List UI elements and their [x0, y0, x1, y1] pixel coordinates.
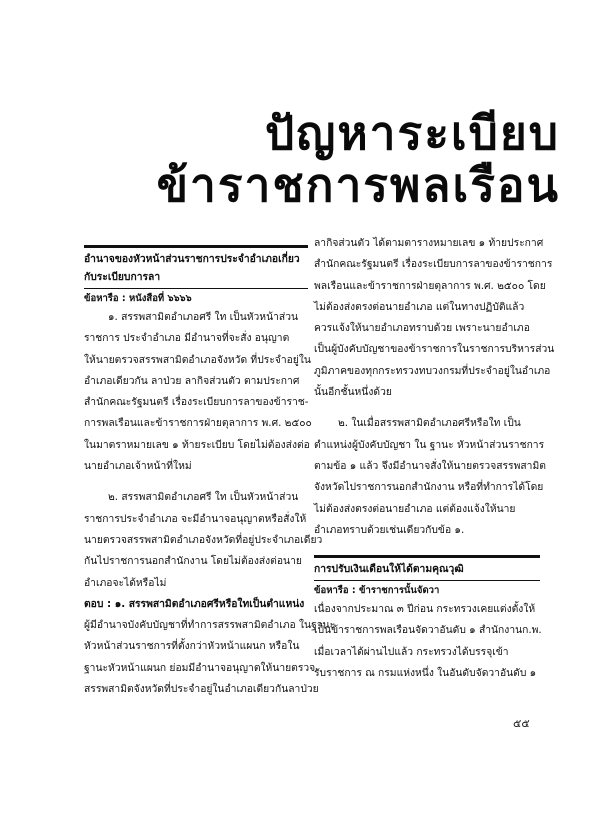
text-line: ไม่ต้องส่งตรงต่อนายอำเภอ แต่ในทางปฏิบัติแล้ว	[314, 300, 525, 313]
text-line: ๒. ในเมื่อสรรพสามิตอำเภอศรีหรือใท เป็น	[338, 417, 521, 430]
left-column	[84, 245, 336, 700]
text-line: เป็นผู้บังคับบัญชาของข้าราชการในราชการบริหารส่วน	[314, 343, 555, 356]
section-bottom-rule	[314, 580, 540, 581]
text-line: จังหวัดไปราชการนอกสำนักงาน หรือที่ทำการได้โดย	[314, 481, 544, 494]
text-line: ให้นายตรวจสรรพสามิตอำเภอจังหวัด ที่ประจำอยู่ใน	[84, 353, 311, 366]
body-text	[314, 599, 540, 684]
text-line: อำเภอเดียวกัน ลาป่วย ลากิจส่วนตัว ตามประกาศ	[84, 374, 300, 387]
text-line: นายตรวจสรรพสามิตอำเภอจังหวัดที่อยู่ประจำเภอเดียว	[84, 533, 323, 546]
text-line: หัวหน้าส่วนราชการที่ตั้งกว่าหัวหน้าแผนก หรือใน	[84, 640, 300, 653]
text-line: เป็นข้าราชการพลเรือนจัดวาอันดับ ๑ สำนักงานก.พ.	[314, 624, 542, 637]
text-line: อำเภอจะได้หรือไม่	[84, 576, 167, 589]
text-line: พลเรือนและข้าราชการฝ่ายตุลาการ พ.ศ. ๒๕๐๐ โดย	[314, 279, 546, 292]
query-reference: ข้อหารือ : หนังสือที่ ๖๖๖๖	[84, 293, 192, 304]
text-line: ๑. สรรพสามิตอำเภอศรี ใท เป็นหัวหน้าส่วน	[108, 311, 299, 323]
text-line: นายอำเภอเจ้าหน้าที่ใหม่	[84, 460, 192, 473]
text-line: สำนักคณะรัฐมนตรี เรื่องระเบียบการลาของข้าราชการ	[314, 258, 553, 271]
paragraph-gap	[84, 477, 308, 487]
text-line: อำเภอทราบด้วยเช่นเดียวกับข้อ ๑.	[314, 523, 465, 536]
page-number: ๕๕	[513, 717, 530, 730]
text-line: ควรแจ้งให้นายอำเภอทราบด้วย เพราะนายอำเภอ	[314, 322, 530, 335]
text-line: ตำแหน่งผู้บังคับบัญชา ใน ฐานะ หัวหน้าส่วนราชการ	[314, 438, 545, 451]
text-line: ในมาตราหมายเลข ๑ ท้ายระเบียบ โดยไม่ต้องส่งต่อ	[84, 438, 310, 451]
section-title: การปรับเงินเดือนให้ได้ตามคุณวุฒิ	[314, 563, 464, 576]
query-reference: ข้อหารือ : ข้าราชการนั้นจัดวา	[314, 585, 440, 597]
text-line: ๒. สรรพสามิตอำเภอศรี ใท เป็นหัวหน้าส่วน	[108, 491, 299, 504]
answer-line: ตอบ : ๑. สรรพสามิตอำเภอศรีหรือใทเป็นตำแหน่ง	[84, 597, 305, 610]
text-line: กันไปราชการนอกสำนักงาน โดยไม่ต้องส่งต่อนาย	[84, 555, 302, 568]
text-line: ราชการ ประจำอำเภอ มีอำนาจที่จะสั่ง อนุญาต	[84, 332, 290, 345]
text-line: เนื่องจากประมาณ ๓ ปีก่อน กระทรวงเคยแต่งตั้งให้	[314, 603, 536, 616]
section-title-line: กับระเบียบการลา	[84, 271, 161, 283]
text-line: นั้นอีกชั้นหนึ่งด้วย	[314, 386, 392, 399]
text-line: ไม่ต้องส่งตรงต่อนายอำเภอ แต่ต้องแจ้งให้นาย	[314, 502, 516, 515]
text-line: ผู้มีอำนาจบังคับบัญชาที่ทำการสรรพสามิตอำเภอ ในฐานะ	[84, 619, 336, 632]
text-line: ราชการประจำอำเภอ จะมีอำนาจอนุญาตหรือสั่งให้	[84, 512, 307, 525]
article-title-line-1: ปัญหาระเบียบ	[264, 106, 560, 160]
text-line: สำนักคณะรัฐมนตรี เรื่องระเบียบการลาของข้าราช-	[84, 396, 309, 409]
text-line: ภูมิภาคของทุกกระทรวงทบวงกรมที่ประจำอยู่ในอำเภอ	[314, 364, 551, 377]
section-gap	[314, 541, 540, 555]
text-line: การพลเรือนและข้าราชการฝ่ายตุลาการ พ.ศ. ๒๕๐๐	[84, 417, 312, 430]
body-text	[84, 307, 336, 700]
body-text	[314, 233, 555, 541]
text-line: รับราชการ ณ กรมแห่งหนึ่ง ในอันดับจัดวาอันดับ ๑	[314, 667, 537, 680]
text-line: ตามข้อ ๑ แล้ว จึงมีอำนาจสั่งให้นายตรวจสรรพสามิต	[314, 459, 546, 472]
text-line: ลากิจส่วนตัว ได้ตามตารางหมายเลข ๑ ท้ายประกาศ	[314, 237, 544, 249]
section-bottom-rule	[84, 288, 308, 289]
text-line: สรรพสามิตจังหวัดที่ประจำอยู่ในอำเภอเดียวกันลาป่วย	[84, 683, 319, 696]
right-column	[314, 233, 555, 684]
text-line: ฐานะหัวหน้าแผนก ย่อมมีอำนาจอนุญาตให้นายตรวจ	[84, 661, 316, 674]
section-title	[84, 248, 308, 288]
text-line: เมื่อเวลาได้ผ่านไปแล้ว กระทรวงได้บรรจุเข้า	[314, 645, 509, 658]
article-title-line-2: ข้าราชการพลเรือน	[156, 158, 560, 212]
paragraph-gap	[314, 403, 540, 413]
section-title-line: อำนาจของหัวหน้าส่วนราชการประจำอำเภอเกี่ยว	[84, 253, 300, 265]
